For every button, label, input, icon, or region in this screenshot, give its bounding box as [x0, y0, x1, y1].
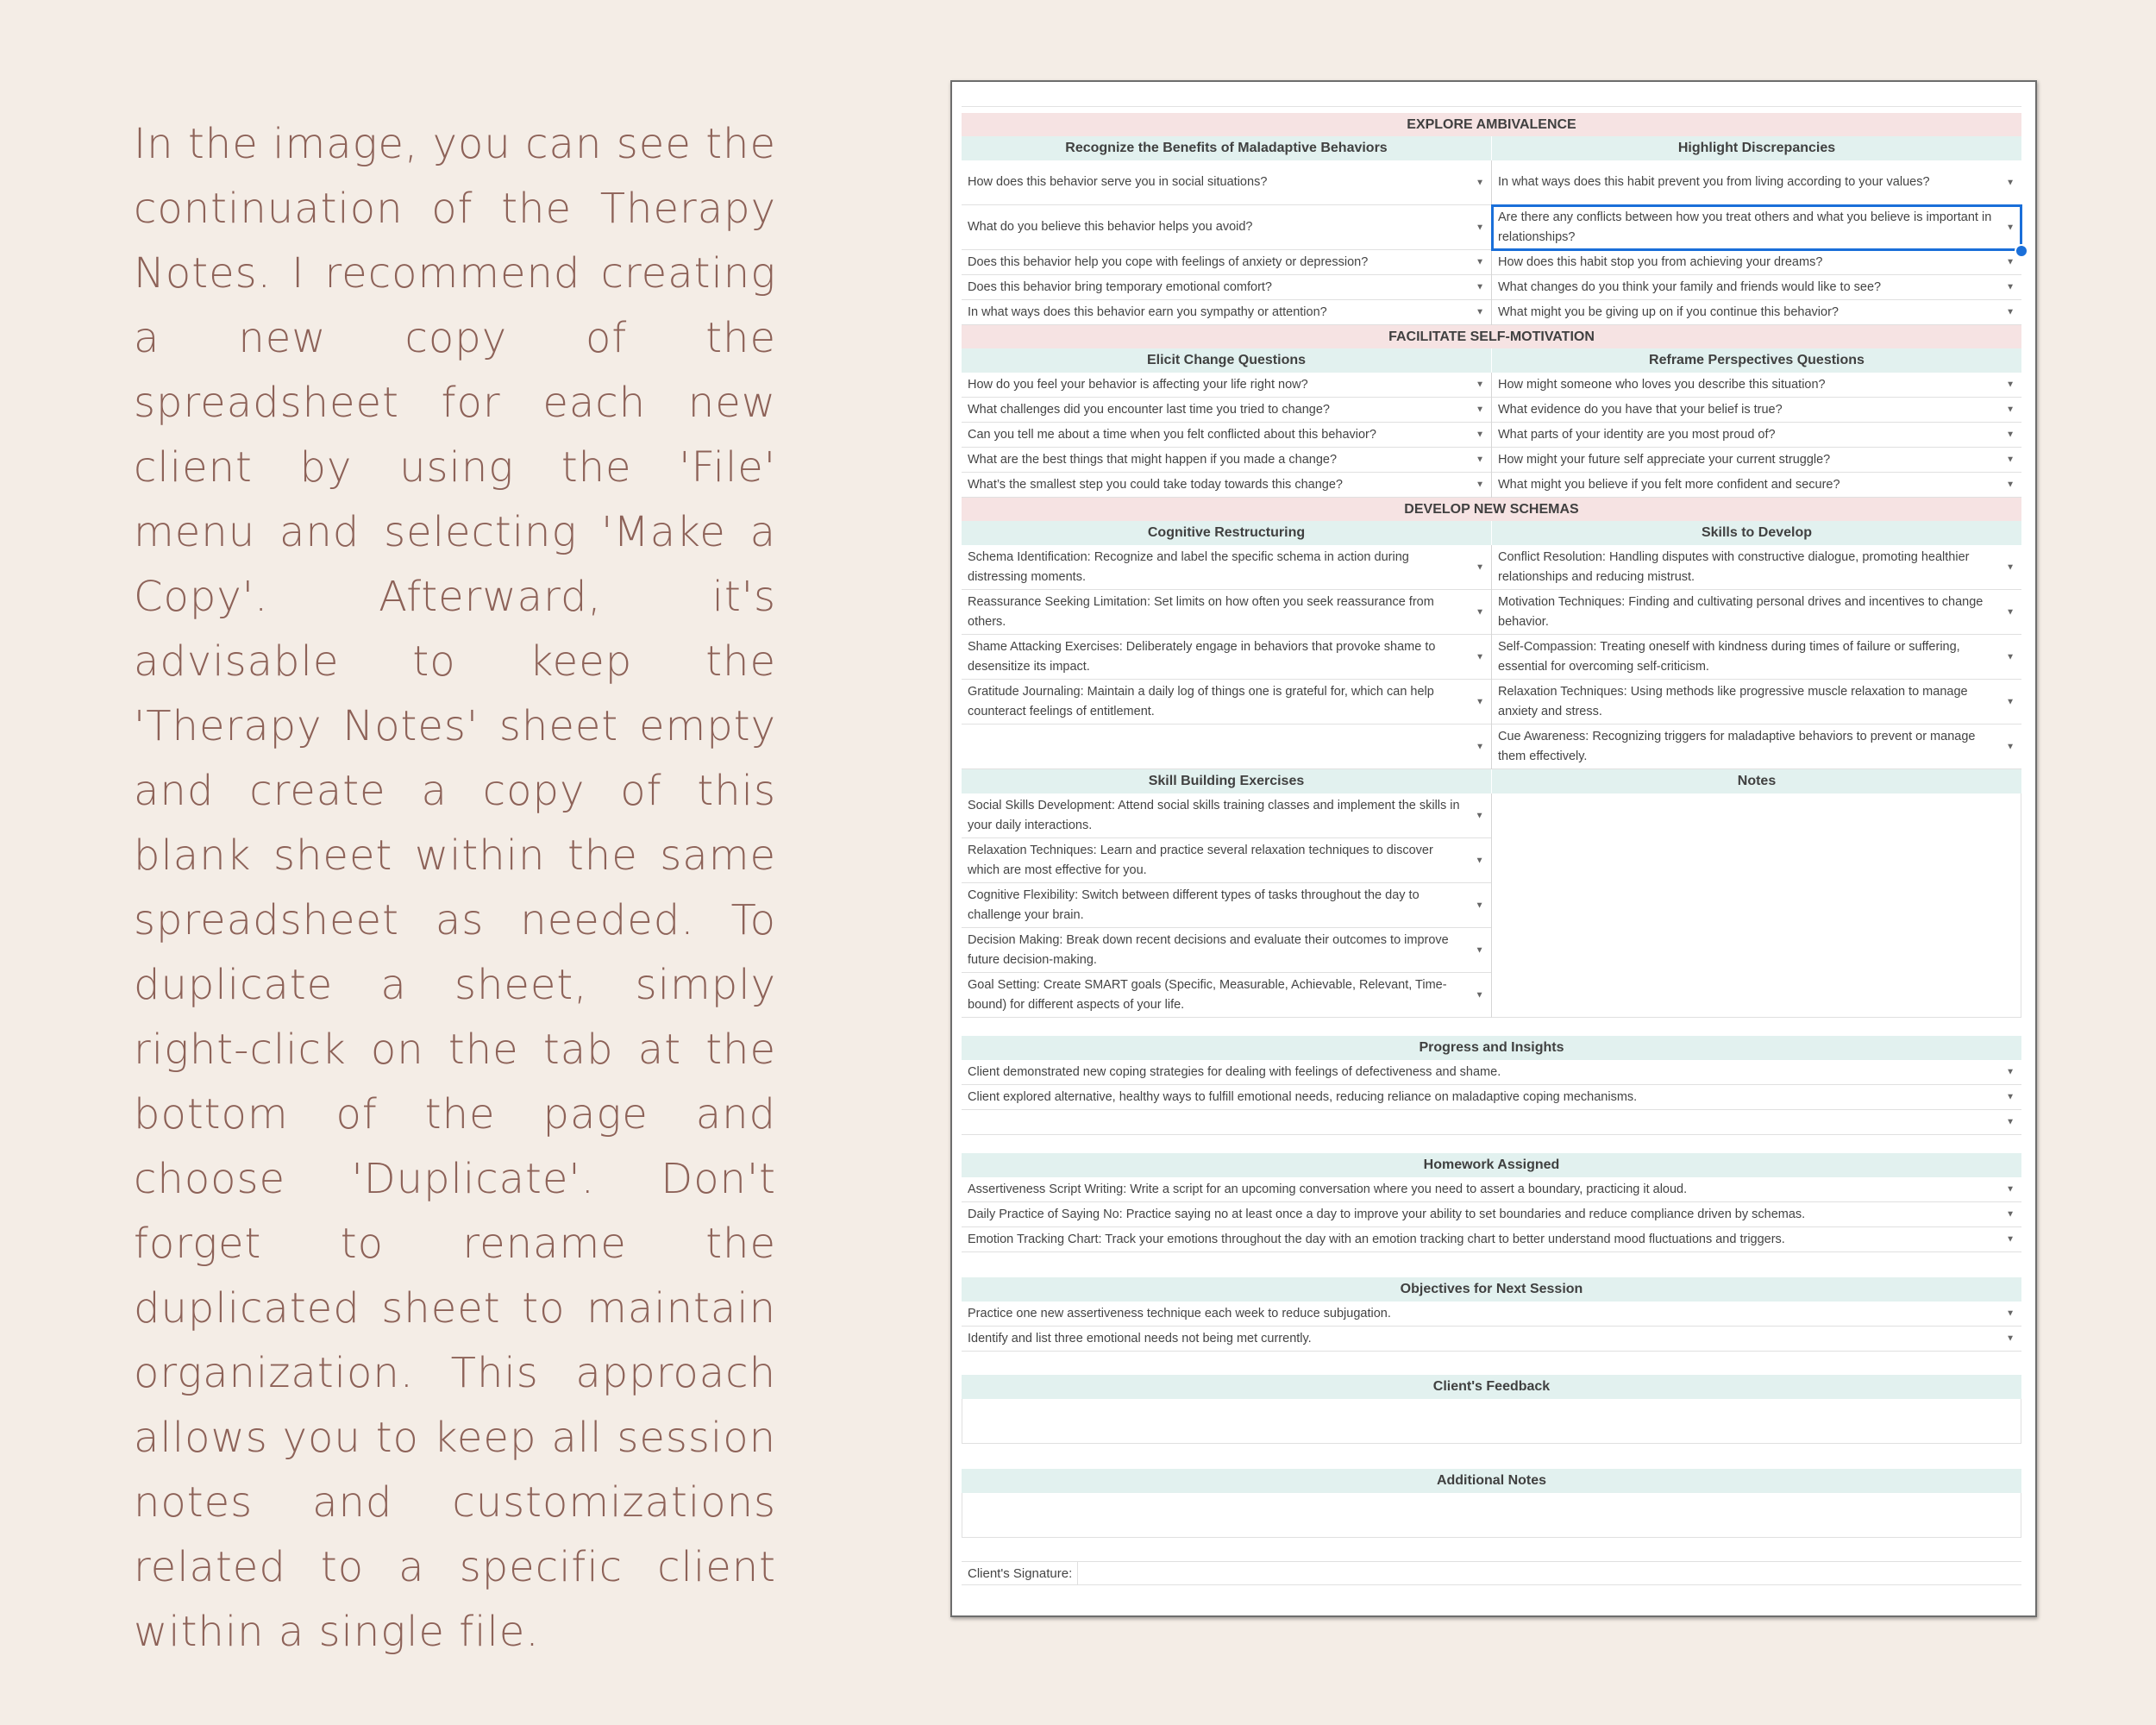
dropdown-arrow-icon[interactable]: ▼ — [2006, 697, 2015, 706]
dropdown-arrow-icon[interactable]: ▼ — [2006, 1308, 2015, 1319]
dropdown-arrow-icon[interactable]: ▼ — [2006, 480, 2015, 490]
dropdown-arrow-icon[interactable]: ▼ — [2006, 178, 2015, 187]
header-objectives-next-session: Objectives for Next Session — [962, 1277, 2021, 1302]
cell-text: How might someone who loves you describe this situation? — [1498, 377, 1826, 392]
dropdown-arrow-icon[interactable]: ▼ — [1476, 562, 1484, 572]
dropdown-cell[interactable] — [1492, 724, 2021, 769]
dropdown-arrow-icon[interactable]: ▼ — [2006, 1234, 2015, 1245]
cell-text: Practice one new assertiveness technique each week to reduce subjugation. — [968, 1306, 1391, 1320]
dropdown-arrow-icon[interactable]: ▼ — [1475, 811, 1484, 820]
dropdown-cell[interactable] — [962, 635, 1491, 680]
section-title-develop-new-schemas: DEVELOP NEW SCHEMAS — [962, 498, 2021, 521]
dropdown-cell[interactable] — [962, 973, 1491, 1018]
dropdown-cell[interactable] — [962, 160, 1491, 205]
cell-text: What might you be giving up on if you continue this behavior? — [1498, 304, 1839, 319]
dropdown-cell[interactable] — [962, 1085, 2021, 1110]
cell-text: Reassurance Seeking Limitation: Set limits on how often you seek reassurance from others. — [968, 594, 1434, 629]
dropdown-arrow-icon[interactable]: ▼ — [2006, 607, 2015, 617]
cell-text: Does this behavior help you cope with feelings of anxiety or depression? — [968, 254, 1369, 269]
dropdown-arrow-icon[interactable]: ▼ — [2006, 1209, 2015, 1220]
dropdown-arrow-icon[interactable]: ▼ — [1476, 380, 1484, 390]
empty-dropdown-cell[interactable] — [962, 1110, 2021, 1135]
cell-text: Daily Practice of Saying No: Practice saying no at least once a day to improve your ability to set boundaries and reduce compliance driven by schemas. — [968, 1207, 1806, 1221]
cell-text: Gratitude Journaling: Maintain a daily log of things one is grateful for, which can help counteract feelings of entitlement. — [968, 684, 1434, 718]
header-homework-assigned: Homework Assigned — [962, 1153, 2021, 1177]
dropdown-arrow-icon[interactable]: ▼ — [1476, 652, 1484, 662]
dropdown-arrow-icon[interactable]: ▼ — [2006, 455, 2015, 465]
dropdown-cell[interactable] — [1492, 635, 2021, 680]
dropdown-arrow-icon[interactable]: ▼ — [1476, 455, 1484, 465]
cell-text: How do you feel your behavior is affecting your life right now? — [968, 377, 1308, 392]
cell-text: What might you believe if you felt more confident and secure? — [1498, 477, 1840, 492]
dropdown-cell[interactable] — [962, 545, 1491, 590]
cell-text: Motivation Techniques: Finding and cultivating personal drives and incentives to change behavior. — [1498, 594, 1984, 629]
dropdown-arrow-icon[interactable]: ▼ — [2006, 223, 2015, 232]
dropdown-arrow-icon[interactable]: ▼ — [1475, 900, 1484, 910]
therapy-notes-sheet — [950, 80, 2037, 1617]
dropdown-arrow-icon[interactable]: ▼ — [1476, 223, 1484, 232]
cell-text: Client explored alternative, healthy ways to fulfill emotional needs, reducing reliance on maladaptive coping mechanisms. — [968, 1089, 1638, 1104]
dropdown-cell[interactable] — [1492, 473, 2021, 498]
dropdown-cell[interactable] — [962, 1060, 2021, 1085]
cell-text: Client demonstrated new coping strategies for dealing with feelings of defectiveness and shame. — [968, 1064, 1501, 1079]
dropdown-cell[interactable] — [962, 680, 1491, 724]
cell-text: Goal Setting: Create SMART goals (Specific, Measurable, Achievable, Relevant, Time-bound) for different aspects of your life. — [968, 977, 1447, 1012]
dropdown-arrow-icon[interactable]: ▼ — [1475, 945, 1484, 955]
dropdown-arrow-icon[interactable]: ▼ — [2006, 1333, 2015, 1344]
dropdown-arrow-icon[interactable]: ▼ — [1476, 607, 1484, 617]
dropdown-arrow-icon[interactable]: ▼ — [2006, 430, 2015, 440]
cell-text: What evidence do you have that your belief is true? — [1498, 402, 1783, 417]
cell-text: What changes do you think your family and friends would like to see? — [1498, 279, 1882, 294]
dropdown-cell[interactable] — [1492, 680, 2021, 724]
dropdown-cell[interactable] — [962, 590, 1491, 635]
dropdown-cell[interactable] — [962, 398, 1491, 423]
cell-text: How does this habit stop you from achieving your dreams? — [1498, 254, 1823, 269]
cell-text: What challenges did you encounter last time you tried to change? — [968, 402, 1330, 417]
header-cognitive-restructuring: Cognitive Restructuring — [962, 521, 1491, 545]
dropdown-cell[interactable] — [962, 883, 1491, 928]
cell-text: In what ways does this behavior earn you sympathy or attention? — [968, 304, 1327, 319]
selection-fill-handle[interactable] — [2015, 244, 2028, 258]
dropdown-cell[interactable] — [962, 473, 1491, 498]
dropdown-cell[interactable] — [1492, 275, 2021, 300]
cell-text: What parts of your identity are you most proud of? — [1498, 427, 1776, 442]
cell-text: Are there any conflicts between how you treat others and what you believe is important in relationships? — [1498, 210, 1992, 244]
cell-text: Does this behavior bring temporary emotional comfort? — [968, 279, 1272, 294]
cell-text: Schema Identification: Recognize and label the specific schema in action during distressing moments. — [968, 549, 1409, 584]
dropdown-cell[interactable] — [962, 423, 1491, 448]
dropdown-cell[interactable] — [1492, 373, 2021, 398]
cell-text: Relaxation Techniques: Learn and practice several relaxation techniques to discover which are most effective for you. — [968, 843, 1433, 877]
dropdown-arrow-icon[interactable]: ▼ — [2006, 257, 2015, 267]
dropdown-cell[interactable] — [962, 300, 1491, 325]
cell-text: Shame Attacking Exercises: Deliberately engage in behaviors that provoke shame to desensitize its impact. — [968, 639, 1436, 674]
dropdown-arrow-icon[interactable]: ▼ — [2006, 1184, 2015, 1195]
cell-text: How might your future self appreciate your current struggle? — [1498, 452, 1831, 467]
sheet-top-border — [962, 95, 2021, 107]
header-highlight-discrepancies: Highlight Discrepancies — [1491, 136, 2021, 160]
signature-label: Client's Signature: — [968, 1562, 1078, 1584]
header-clients-feedback: Client's Feedback — [962, 1375, 2021, 1399]
dropdown-arrow-icon[interactable]: ▼ — [2006, 742, 2015, 751]
dropdown-arrow-icon[interactable]: ▼ — [2006, 307, 2015, 317]
header-notes: Notes — [1491, 769, 2021, 794]
dropdown-arrow-icon[interactable]: ▼ — [1476, 480, 1484, 490]
cell-text: Decision Making: Break down recent decisions and evaluate their outcomes to improve future decision-making. — [968, 932, 1449, 967]
selected-dropdown-cell[interactable] — [1492, 205, 2021, 250]
dropdown-cell[interactable] — [962, 448, 1491, 473]
header-additional-notes: Additional Notes — [962, 1469, 2021, 1493]
cell-text: How does this behavior serve you in social situations? — [968, 175, 1268, 189]
dropdown-arrow-icon[interactable]: ▼ — [2006, 282, 2015, 292]
dropdown-arrow-icon[interactable]: ▼ — [2006, 405, 2015, 415]
cell-text: What do you believe this behavior helps you avoid? — [968, 220, 1253, 234]
header-skills-to-develop: Skills to Develop — [1491, 521, 2021, 545]
feedback-input-area[interactable] — [962, 1399, 2021, 1444]
dropdown-cell[interactable] — [1492, 300, 2021, 325]
header-skill-building-exercises: Skill Building Exercises — [962, 769, 1491, 794]
dropdown-cell[interactable] — [962, 1202, 2021, 1227]
dropdown-arrow-icon[interactable]: ▼ — [2006, 1117, 2015, 1127]
dropdown-cell[interactable] — [962, 1302, 2021, 1327]
dropdown-arrow-icon[interactable]: ▼ — [2006, 1092, 2015, 1102]
additional-notes-input-area[interactable] — [962, 1493, 2021, 1538]
cell-text: Assertiveness Script Writing: Write a script for an upcoming conversation where you need to assert a boundary, practicing it aloud. — [968, 1182, 1688, 1196]
dropdown-arrow-icon[interactable]: ▼ — [2006, 380, 2015, 390]
dropdown-arrow-icon[interactable]: ▼ — [1476, 257, 1484, 267]
dropdown-arrow-icon[interactable]: ▼ — [1475, 856, 1484, 865]
dropdown-cell[interactable] — [962, 275, 1491, 300]
signature-row[interactable] — [962, 1561, 2021, 1585]
dropdown-cell[interactable] — [962, 1177, 2021, 1202]
dropdown-cell[interactable] — [962, 1327, 2021, 1352]
instructions-text: In the image, you can see the continuation of the Therapy Notes. I recommend creating a new copy of the spreadsheet for each new client by using the 'File' menu and selecting 'Make a Copy'. Afterward, it's advisable to keep the 'Therapy Notes' sheet empty and create a copy of this blank sheet within the same spreadsheet as needed. To duplicate a sheet, simply right-click on the tab at the bottom of the page and choose 'Duplicate'. Don't forget to rename the duplicated sheet to maintain organization. This approach allows you to keep all session notes and customizations related to a specific client within a single file. — [134, 120, 776, 1656]
dropdown-cell[interactable] — [962, 1227, 2021, 1252]
dropdown-arrow-icon[interactable]: ▼ — [1476, 178, 1484, 187]
cell-text: Emotion Tracking Chart: Track your emotions throughout the day with an emotion tracking chart to better understand mood fluctuations and triggers. — [968, 1232, 1785, 1246]
cell-text: Relaxation Techniques: Using methods like progressive muscle relaxation to manage anxiety and stress. — [1498, 684, 1968, 718]
dropdown-arrow-icon[interactable]: ▼ — [1476, 282, 1484, 292]
dropdown-cell[interactable] — [962, 928, 1491, 973]
cell-text: Cue Awareness: Recognizing triggers for maladaptive behaviors to prevent or manage them effectively. — [1498, 729, 1976, 763]
dropdown-arrow-icon[interactable]: ▼ — [1476, 430, 1484, 440]
dropdown-cell[interactable] — [962, 794, 1491, 838]
dropdown-arrow-icon[interactable]: ▼ — [2006, 562, 2015, 572]
dropdown-cell[interactable] — [962, 205, 1491, 250]
cell-text: Self-Compassion: Treating oneself with kindness during times of failure or suffering, essential for overcoming self-criticism. — [1498, 639, 1960, 674]
dropdown-cell[interactable] — [1492, 398, 2021, 423]
dropdown-arrow-icon[interactable]: ▼ — [1476, 697, 1484, 706]
cell-text: Social Skills Development: Attend social skills training classes and implement the skills in your daily interactions. — [968, 798, 1460, 832]
dropdown-cell[interactable] — [1492, 545, 2021, 590]
dropdown-arrow-icon[interactable]: ▼ — [1475, 990, 1484, 1000]
dropdown-arrow-icon[interactable]: ▼ — [1476, 742, 1484, 751]
cell-text: Conflict Resolution: Handling disputes with constructive dialogue, promoting healthier relationships and reducing mistrust. — [1498, 549, 1970, 584]
cell-text: Cognitive Flexibility: Switch between different types of tasks throughout the day to challenge your brain. — [968, 888, 1420, 922]
section-title-facilitate-self-motivation: FACILITATE SELF-MOTIVATION — [962, 325, 2021, 348]
dropdown-cell[interactable] — [962, 373, 1491, 398]
dropdown-arrow-icon[interactable]: ▼ — [1476, 307, 1484, 317]
dropdown-cell[interactable] — [1492, 160, 2021, 205]
section-title-explore-ambivalence: EXPLORE AMBIVALENCE — [962, 113, 2021, 136]
header-reframe-perspectives: Reframe Perspectives Questions — [1491, 348, 2021, 373]
dropdown-arrow-icon[interactable]: ▼ — [1476, 405, 1484, 415]
dropdown-cell[interactable] — [1492, 448, 2021, 473]
cell-text: In what ways does this habit prevent you from living according to your values? — [1498, 175, 1930, 189]
dropdown-cell[interactable] — [1492, 590, 2021, 635]
header-elicit-change-questions: Elicit Change Questions — [962, 348, 1491, 373]
dropdown-arrow-icon[interactable]: ▼ — [2006, 652, 2015, 662]
dropdown-arrow-icon[interactable]: ▼ — [2006, 1067, 2015, 1077]
cell-text: Can you tell me about a time when you felt conflicted about this behavior? — [968, 427, 1376, 442]
dropdown-cell[interactable] — [962, 250, 1491, 275]
empty-dropdown-cell[interactable] — [962, 724, 1491, 769]
dropdown-cell[interactable] — [962, 838, 1491, 883]
cell-text: Identify and list three emotional needs not being met currently. — [968, 1331, 1312, 1346]
header-recognize-benefits: Recognize the Benefits of Maladaptive Behaviors — [962, 136, 1491, 160]
dropdown-cell[interactable] — [1492, 250, 2021, 275]
cell-text: What are the best things that might happen if you made a change? — [968, 452, 1338, 467]
cell-text: What’s the smallest step you could take today towards this change? — [968, 477, 1343, 492]
header-progress-insights: Progress and Insights — [962, 1036, 2021, 1060]
dropdown-cell[interactable] — [1492, 423, 2021, 448]
notes-area[interactable] — [1491, 794, 2022, 1018]
